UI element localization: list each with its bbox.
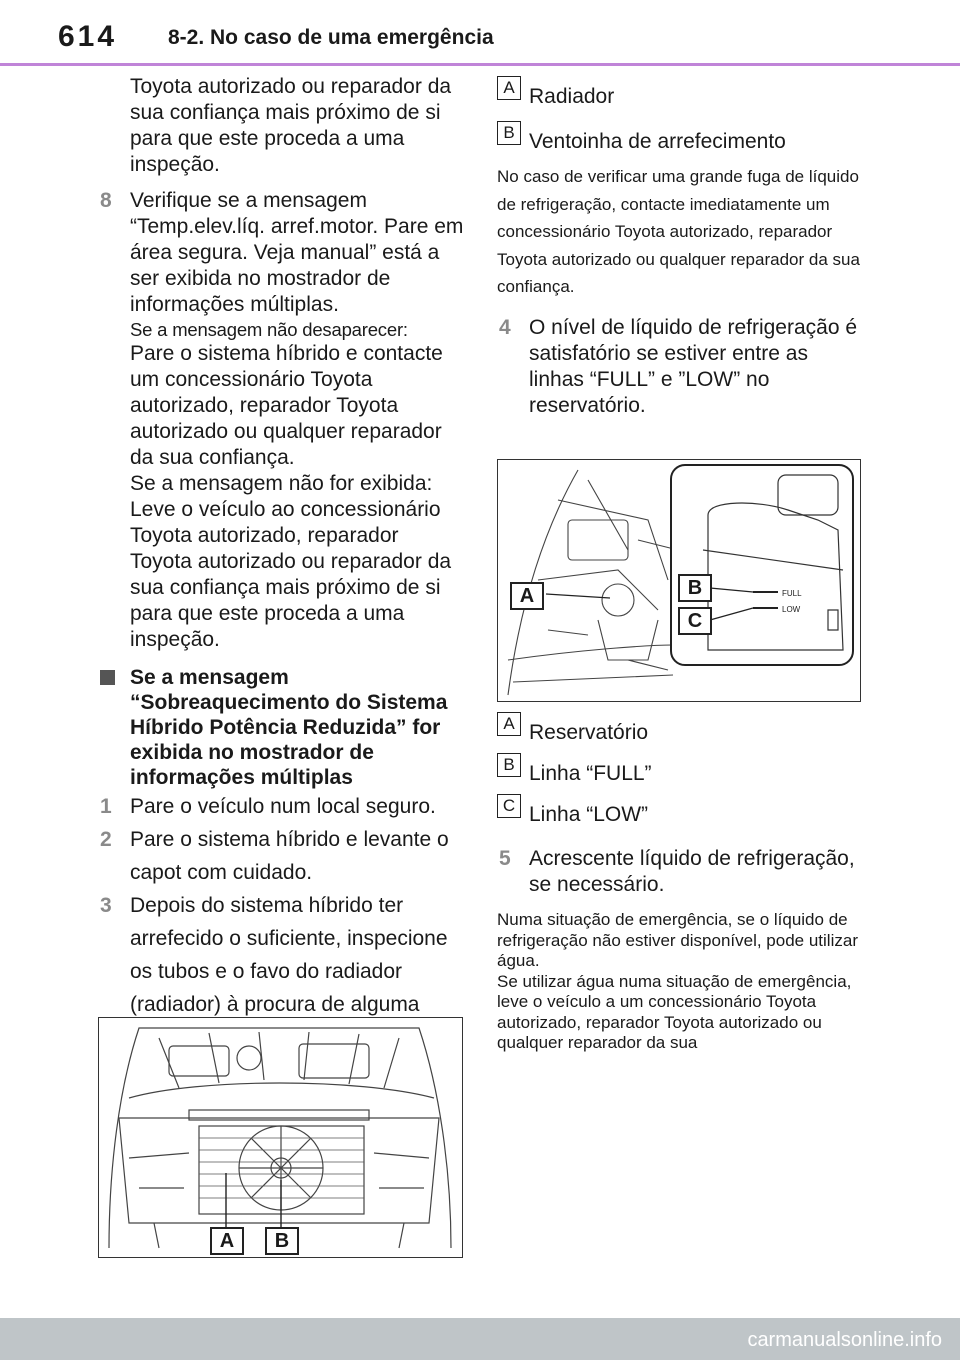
legend-item [497, 78, 867, 110]
emergency-water-note-2: Se utilizar água numa situação de emergência, leve o veículo a um concessionário Toyota autorizado, reparador Toyota autorizado ou qualquer reparador da sua [497, 971, 852, 1052]
step-number: 4 [499, 315, 511, 339]
legend-item [497, 714, 867, 746]
continued-paragraph: Toyota autorizado ou reparador da sua confiança mais próximo de si para que este proceda a uma inspeção. [130, 75, 452, 176]
subsection-heading [98, 665, 464, 790]
engine-bay-front-illustration [99, 1018, 462, 1257]
step-text: Verifique se a mensagem “Temp.elev.líq. arref.motor. Pare em área segura. Veja manual” está a ser exibida no mostrador de informações múltiplas. [130, 189, 464, 316]
step-2 [98, 823, 464, 889]
left-column [98, 74, 464, 1054]
square-bullet-icon [100, 670, 115, 685]
step-number: 5 [499, 847, 511, 870]
step-text: Acrescente líquido de refrigeração, se necessário. [529, 847, 855, 896]
step-5 [497, 846, 867, 898]
legend-label: Linha “LOW” [529, 803, 649, 826]
step-text: Pare o veículo num local seguro. [130, 795, 436, 818]
callout-b: B [265, 1227, 299, 1255]
legend-label: Linha “FULL” [529, 762, 652, 785]
section-title: 8-2. No caso de uma emergência [168, 26, 494, 49]
legend-key: A [497, 712, 521, 736]
legend-key: A [497, 76, 521, 100]
step-condition: Se a mensagem não desaparecer: [130, 319, 408, 340]
callout-c: C [678, 607, 712, 635]
page-footer [0, 1318, 960, 1360]
reservoir-figure [497, 459, 861, 702]
step-text: Leve o veículo ao concessionário Toyota autorizado, reparador Toyota autorizado ou reparador da sua confiança mais próximo de si para que este proceda a uma inspeção. [130, 498, 452, 651]
emergency-water-note: Numa situação de emergência, se o líquido de refrigeração não estiver disponível, pode utilizar água. [497, 910, 858, 970]
header-divider [0, 63, 960, 66]
step-number: 1 [100, 795, 112, 818]
callout-b: B [678, 574, 712, 602]
legend-label: Reservatório [529, 721, 649, 744]
leak-note: No caso de verificar uma grande fuga de líquido de refrigeração, contacte imediatamente um concessionário Toyota autorizado, reparador Toyota autorizado ou qualquer reparador da sua confiança. [497, 167, 860, 296]
callout-a: A [510, 582, 544, 610]
step-8 [98, 188, 464, 653]
legend-item [497, 755, 867, 787]
step-text: Pare o sistema híbrido e contacte um concessionário Toyota autorizado, reparador Toyota autorizado ou qualquer reparador da sua confiança. [130, 342, 443, 469]
legend-label: Ventoinha de arrefecimento [529, 130, 786, 153]
legend-key: B [497, 121, 521, 145]
step-number: 3 [100, 894, 112, 917]
watermark-text: carmanualsonline.info [747, 1329, 942, 1351]
step-text: Pare o sistema híbrido e levante o capot com cuidado. [130, 828, 449, 884]
step-number: 2 [100, 828, 112, 851]
step-1 [98, 794, 464, 820]
callout-a: A [210, 1227, 244, 1255]
right-column-lower [497, 714, 867, 1054]
step-text: O nível de líquido de refrigeração é satisfatório se estiver entre as linhas “FULL” e ”LOW” no reservatório. [529, 315, 858, 417]
full-mark-text: FULL [782, 589, 802, 598]
page-number: 614 [58, 20, 118, 53]
heading-text: Se a mensagem “Sobreaquecimento do Sistema Híbrido Potência Reduzida” for exibida no mostrador de informações múltiplas [130, 666, 448, 789]
step-number: 8 [100, 189, 112, 212]
step-condition: Se a mensagem não for exibida: [130, 472, 433, 495]
legend-label: Radiador [529, 85, 615, 108]
legend-key: C [497, 794, 521, 818]
legend-key: B [497, 753, 521, 777]
step-4 [497, 315, 867, 419]
right-column [497, 78, 867, 419]
radiator-figure [98, 1017, 463, 1258]
low-mark-text: LOW [782, 605, 801, 614]
legend-item [497, 796, 867, 828]
legend-item [497, 123, 867, 155]
step-text: Depois do sistema híbrido ter arrefecido o suficiente, inspecione os tubos e o favo do radiador (radiador) à procura de alguma [130, 894, 448, 1016]
page-header [0, 0, 960, 64]
